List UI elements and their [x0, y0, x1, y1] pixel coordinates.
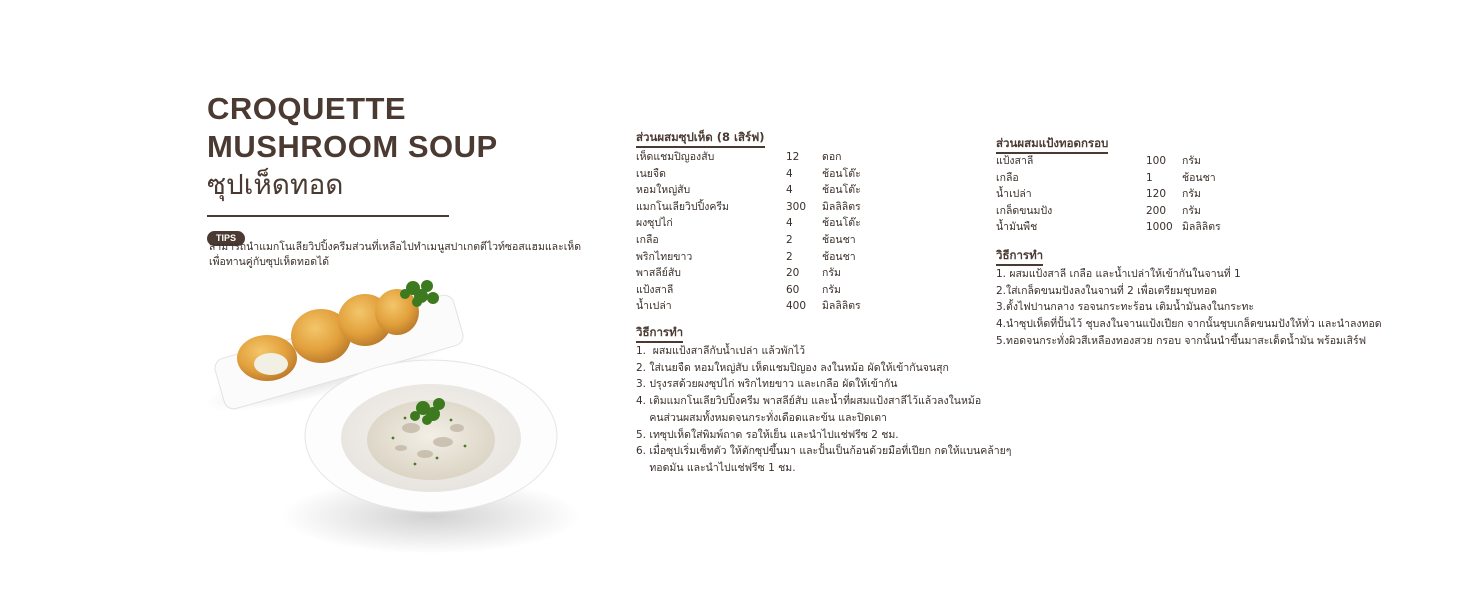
ingredient-qty: 4	[786, 167, 793, 180]
batter-ingredients-heading: ส่วนผสมแป้งทอดกรอบ	[996, 136, 1108, 154]
soup-ingredients-heading: ส่วนผสมซุปเห็ด (8 เสิร์ฟ)	[636, 130, 765, 148]
method-step: 4.นำซุปเห็ดที่ปั้นไว้ ชุบลงในจานแป้งเปียก จากนั้นชุบเกล็ดขนมปังให้ทั่ว และนำลงทอด	[996, 318, 1382, 331]
ingredient-name: หอมใหญ่สับ	[636, 184, 691, 197]
recipe-title	[207, 90, 498, 204]
ingredient-name: เกลือ	[996, 171, 1019, 184]
ingredient-unit: ดอก	[822, 151, 842, 163]
ingredient-row	[636, 232, 861, 249]
method-step: 1. ผสมแป้งสาลี เกลือ และน้ำเปล่าให้เข้ากันในจานที่ 1	[996, 268, 1241, 280]
ingredient-unit: ช้อนโต๊ะ	[822, 167, 861, 180]
method-step: ทอดมัน และนำไปแช่ฟรีซ 1 ชม.	[636, 461, 796, 474]
food-photo	[205, 268, 605, 568]
ingredient-row	[996, 170, 1221, 187]
ingredient-qty: 60	[786, 283, 800, 296]
ingredient-unit: มิลลิลิตร	[822, 200, 861, 213]
method-step: 3.ตั้งไฟปานกลาง รอจนกระทะร้อน เติมน้ำมันลงในกระทะ	[996, 301, 1255, 314]
ingredient-name: น้ำเปล่า	[996, 188, 1032, 201]
ingredient-unit: ช้อนชา	[822, 250, 856, 263]
ingredient-row	[636, 199, 861, 216]
ingredient-unit: กรัม	[1182, 188, 1201, 201]
ingredient-name: น้ำมันพืช	[996, 221, 1038, 234]
ingredient-unit: กรัม	[822, 283, 841, 296]
method-step: 5.ทอดจนกระทั่งผิวสีเหลืองทองสวย กรอบ จากนั้นนำขึ้นมาสะเด็ดน้ำมัน พร้อมเสิร์ฟ	[996, 334, 1367, 347]
method-step: 6. เมื่อซุปเริ่มเซ็ทตัว ให้ตักซุปขึ้นมา และปั้นเป็นก้อนด้วยมือที่เปียก กดให้แบนคล้ายๆ	[636, 445, 1012, 458]
title-english-line1: CROQUETTE	[207, 91, 407, 126]
ingredient-name: เนยจืด	[636, 167, 666, 180]
method-step: คนส่วนผสมทั้งหมดจนกระทั่งเดือดและข้น และปิดเตา	[636, 411, 887, 424]
tips-text	[209, 240, 582, 270]
method-step: 2. ใส่เนยจืด หอมใหญ่สับ เห็ดแชมปิญอง ลงในหม้อ ผัดให้เข้ากันจนสุก	[636, 361, 949, 374]
ingredient-unit: ช้อนโต๊ะ	[822, 184, 861, 197]
ingredient-qty: 20	[786, 267, 800, 280]
ingredient-row	[636, 249, 861, 266]
method-step: 3. ปรุงรสด้วยผงซุปไก่ พริกไทยขาว และเกลือ ผัดให้เข้ากัน	[636, 378, 898, 391]
soup-method-steps	[636, 343, 1011, 477]
tips-badge: TIPS	[207, 231, 245, 246]
batter-ingredients-table	[996, 153, 1221, 236]
ingredient-row	[636, 282, 861, 299]
ingredient-name: แมกโนเลียวิปปิ้งครีม	[636, 200, 729, 213]
ingredient-unit: กรัม	[822, 267, 841, 280]
title-thai: ซุปเห็ดทอด	[207, 168, 344, 201]
ingredient-row	[996, 186, 1221, 203]
ingredient-unit: มิลลิลิตร	[822, 300, 861, 313]
soup-ingredients-table	[636, 149, 861, 315]
tips-line: เพื่อทานคู่กับซุปเห็ดทอดได้	[209, 256, 330, 268]
ingredient-name: น้ำเปล่า	[636, 300, 672, 313]
ingredient-qty: 200	[1146, 204, 1167, 217]
ingredient-unit: กรัม	[1182, 204, 1201, 217]
ingredient-row	[996, 153, 1221, 170]
ingredient-name: พาสลีย์สับ	[636, 267, 681, 280]
ingredient-row	[636, 215, 861, 232]
ingredient-name: เห็ดแชมปิญองสับ	[636, 151, 715, 163]
ingredient-row	[636, 265, 861, 282]
ingredient-name: ผงซุปไก่	[636, 217, 673, 230]
method-step: 2.ใส่เกล็ดขนมปังลงในจานที่ 2 เพื่อเตรียมชุบทอด	[996, 284, 1217, 297]
soup-method-heading: วิธีการทำ	[636, 325, 683, 343]
ingredient-qty: 400	[786, 300, 807, 313]
ingredient-qty: 12	[786, 151, 800, 163]
method-step: 1. ผสมแป้งสาลีกับน้ำเปล่า แล้วพักไว้	[636, 345, 806, 357]
ingredient-qty: 2	[786, 250, 793, 263]
ingredient-row	[636, 182, 861, 199]
ingredient-qty: 1	[1146, 171, 1153, 184]
ingredient-qty: 120	[1146, 188, 1167, 201]
ingredient-row	[636, 298, 861, 315]
method-step: 5. เทซุปเห็ดใส่พิมพ์ถาด รอให้เย็น และนำไปแช่ฟรีซ 2 ชม.	[636, 428, 899, 441]
ingredient-name: แป้งสาลี	[636, 283, 674, 296]
ingredient-qty: 2	[786, 233, 793, 246]
ingredient-name: เกล็ดขนมปัง	[996, 204, 1053, 217]
ingredient-row	[636, 149, 861, 166]
ingredient-unit: ช้อนชา	[822, 233, 856, 246]
batter-method-steps	[996, 266, 1382, 350]
ingredient-qty: 300	[786, 200, 807, 213]
batter-method-heading: วิธีการทำ	[996, 248, 1043, 266]
ingredient-row	[636, 166, 861, 183]
ingredient-row	[996, 219, 1221, 236]
ingredient-qty: 100	[1146, 155, 1167, 167]
ingredient-qty: 1000	[1146, 221, 1173, 234]
ingredient-row	[996, 203, 1221, 220]
ingredient-name: เกลือ	[636, 233, 659, 246]
ingredient-qty: 4	[786, 217, 793, 230]
ingredient-qty: 4	[786, 184, 793, 197]
method-step: 4. เติมแมกโนเลียวิปปิ้งครีม พาสลีย์สับ และน้ำที่ผสมแป้งสาลีไว้แล้วลงในหม้อ	[636, 395, 982, 408]
ingredient-name: แป้งสาลี	[996, 155, 1034, 167]
ingredient-unit: ช้อนชา	[1182, 171, 1216, 184]
ingredient-unit: มิลลิลิตร	[1182, 221, 1221, 234]
ingredient-unit: ช้อนโต๊ะ	[822, 217, 861, 230]
tips-line: สามารถนำแมกโนเลียวิปปิ้งครีมส่วนที่เหลือไปทำเมนูสปาเกตตีไวท์ซอสแฮมและเห็ด	[209, 241, 582, 253]
ingredient-name: พริกไทยขาว	[636, 250, 693, 263]
ingredient-unit: กรัม	[1182, 155, 1201, 167]
title-english-line2: MUSHROOM SOUP	[207, 129, 498, 164]
title-divider	[207, 215, 449, 217]
